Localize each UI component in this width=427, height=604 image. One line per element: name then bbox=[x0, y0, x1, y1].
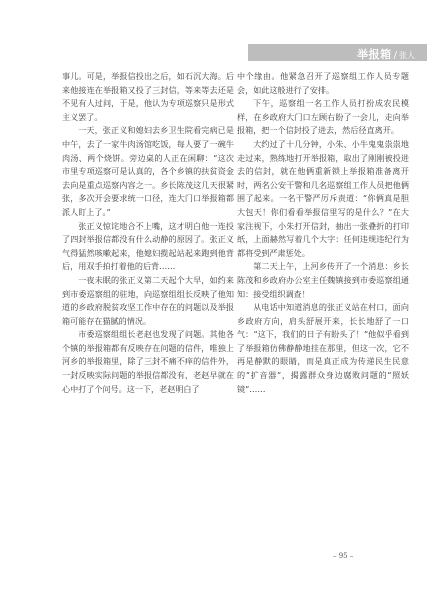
header-separator: / bbox=[393, 50, 397, 61]
paragraph: 一天，张正义和媳妇去乡卫生院看完病已是中午，去了一家牛肉汤馆吃饭，每人要了一碗牛肉汤、两个烧饼。旁边桌的人正在闲聊：“这次市里专项巡察可是认真的，各个乡镇的扶贫资金去向是重点巡察内容之一。乡长陈茂这几天很紧张，多次开会要求统一口径，连大门口举报箱都派人盯上了。” bbox=[62, 125, 234, 217]
paragraph: 从电话中知道消息的张正义站在村口，面向乡政府方向，肩头舒展开来，长长地舒了一口气：“这下，我们的日子有盼头了！”他似乎看到了举报箱仿佛静静地挂在那里，但这一次，它不再是静默的眼睛，而是真正成为传递民生民意的“扩音器”，揭露群众身边腐败问题的“照妖镜”…… bbox=[237, 302, 409, 394]
paragraph: 张正义惊诧地合不上嘴，这才明白他一连投了四封举报信都没有什么动静的原因了。张正义气得猛然咳嗽起来，他媳妇揽起站起来跑到他背后，用双手拍打着他的后背…… bbox=[62, 220, 234, 272]
paragraph: 中个缘由。他紧急召开了巡察组工作人员专题会，如此这般进行了安排。 bbox=[237, 71, 409, 95]
right-text-column bbox=[237, 70, 409, 396]
page-number: – 95 – bbox=[333, 552, 354, 560]
paragraph: 下午，巡察组一名工作人员打扮成农民模样，在乡政府大门口左顾右盼了一会儿，走向举报箱，把一个信封投了进去，然后径直离开。 bbox=[237, 98, 409, 136]
paragraph: 市委巡察组组长老赵也发现了问题。其他各个镇的举报箱都有反映存在问题的信件，唯独上河乡的举报箱里，除了三封不痛不痒的信件外，一封反映实际问题的举报信都没有，老赵早就在心中打了个问号。这一下，老赵明白了 bbox=[62, 329, 234, 394]
section-title: 举报箱 bbox=[357, 48, 392, 61]
left-text-column bbox=[62, 70, 234, 396]
paragraph: 大约过了十几分钟，小朱、小牛鬼鬼祟祟地走过来，熟练地打开举报箱，取出了刚刚被投进去的信封，就在他俩重新锁上举报箱准备离开时，两名公安干警和几名巡察组工作人员把他俩围了起来。一名干警严厉斥责道：“你俩真是胆大包天！你们看看举报信里写的是什么？”在大家注视下，小朱打开信封，抽出一张叠折的打印纸，上面赫然写着几个大字：任何违规违纪行为都将受到严肃惩处。 bbox=[237, 138, 409, 258]
running-header bbox=[357, 45, 415, 60]
author-name: 张人 bbox=[399, 51, 415, 60]
paragraph: 一夜未眠的张正义第二天起个大早，如约来到市委巡察组的驻地，向巡察组组长反映了他知道的乡政府脱贫攻坚工作中存在的问题以及举报箱可能存在猫腻的情况。 bbox=[62, 274, 234, 326]
paragraph: 第二天上午，上河乡传开了一个消息：乡长陈茂和乡政府办公室主任魏镇接到市委巡察组通知：接受组织调查！ bbox=[237, 261, 409, 299]
header-band bbox=[248, 44, 427, 61]
paragraph: 事儿。可是，举报信投出之后，如石沉大海。后来他接连在举报箱又投了三封信，等来等去还是不见有人过问，于是，他认为专项巡察只是形式主义罢了。 bbox=[62, 71, 234, 122]
